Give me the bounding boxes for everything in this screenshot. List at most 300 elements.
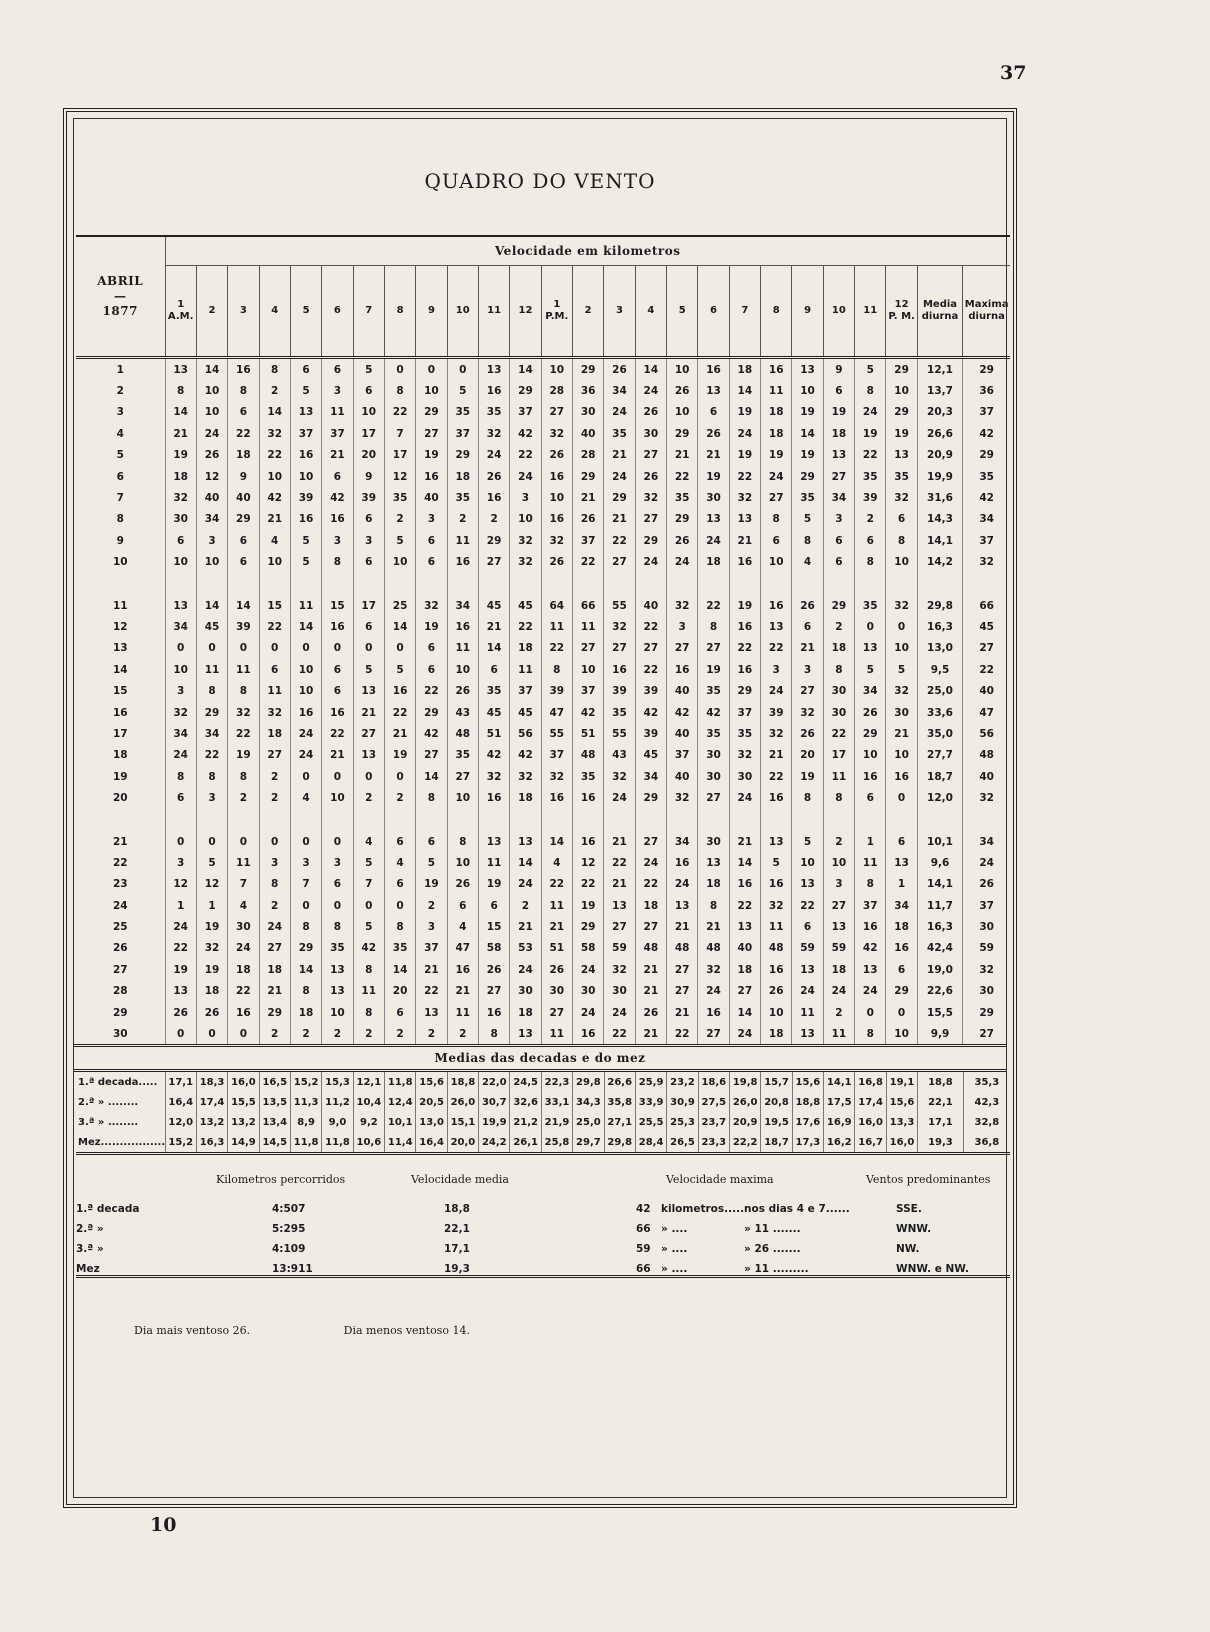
speed-cell: 19 <box>729 595 760 616</box>
speed-cell: 11 <box>353 981 384 1002</box>
speed-cell: 18 <box>165 466 196 487</box>
media-cell: 19,9 <box>917 466 963 487</box>
speed-cell: 5 <box>886 659 917 680</box>
speed-cell: 16 <box>729 659 760 680</box>
day-cell: 13 <box>112 642 128 655</box>
speed-cell: 20 <box>384 981 415 1002</box>
speed-cell: 35 <box>792 487 823 508</box>
speed-cell: 32 <box>886 595 917 616</box>
hour-header: 7 <box>353 266 384 358</box>
speed-cell: 26 <box>792 595 823 616</box>
speed-cell: 3 <box>165 852 196 873</box>
speed-cell: 0 <box>353 766 384 787</box>
speed-cell: 29 <box>635 530 666 551</box>
speed-cell: 27 <box>667 981 698 1002</box>
speed-cell: 19 <box>855 423 886 444</box>
day-cell: 15 <box>112 685 128 698</box>
speed-cell: 37 <box>667 745 698 766</box>
speed-cell: 42 <box>698 702 729 723</box>
average-cell: 17,4 <box>855 1092 886 1112</box>
speed-cell: 1 <box>855 831 886 852</box>
speed-cell: 14 <box>384 959 415 980</box>
speed-cell: 21 <box>886 723 917 744</box>
media-cell: 14,1 <box>917 530 963 551</box>
speed-cell: 26 <box>635 402 666 423</box>
spacer-cell <box>886 573 917 595</box>
speed-cell: 14 <box>416 766 447 787</box>
speed-cell: 11 <box>322 402 353 423</box>
speed-cell: 30 <box>823 702 854 723</box>
speed-cell: 20 <box>792 745 823 766</box>
speed-cell: 16 <box>541 466 572 487</box>
average-cell: 19,9 <box>479 1112 510 1132</box>
speed-cell: 17 <box>823 745 854 766</box>
speed-cell: 48 <box>572 745 603 766</box>
table-row <box>76 895 1010 916</box>
speed-cell: 48 <box>698 938 729 959</box>
maxima-cell: 29 <box>963 1002 1010 1023</box>
speed-cell: 3 <box>416 916 447 937</box>
speed-cell: 8 <box>290 916 321 937</box>
speed-cell: 11 <box>761 916 792 937</box>
speed-cell: 32 <box>196 938 227 959</box>
speed-cell: 8 <box>447 831 478 852</box>
speed-cell: 30 <box>228 916 259 937</box>
speed-cell: 27 <box>478 552 509 573</box>
speed-cell: 19 <box>416 874 447 895</box>
average-cell: 33,9 <box>635 1092 666 1112</box>
speed-cell: 35 <box>478 402 509 423</box>
speed-cell: 32 <box>416 595 447 616</box>
speed-cell: 35 <box>698 680 729 701</box>
speed-cell: 36 <box>572 380 603 401</box>
speed-cell: 3 <box>290 852 321 873</box>
speed-cell: 11 <box>447 530 478 551</box>
speed-cell: 14 <box>792 423 823 444</box>
speed-cell: 10 <box>196 402 227 423</box>
speed-cell: 22 <box>510 445 541 466</box>
speed-cell: 32 <box>729 745 760 766</box>
media-cell: 10,1 <box>917 831 963 852</box>
speed-cell: 5 <box>290 380 321 401</box>
day-cell: 8 <box>116 513 124 526</box>
speed-cell: 10 <box>353 402 384 423</box>
average-cell: 16,2 <box>824 1132 855 1154</box>
maxima-cell: 37 <box>963 402 1010 423</box>
average-cell: 13,3 <box>886 1112 917 1132</box>
speed-cell: 10 <box>792 380 823 401</box>
speed-cell: 10 <box>792 852 823 873</box>
speed-cell: 5 <box>416 852 447 873</box>
spacer-cell <box>353 573 384 595</box>
average-cell: 29,8 <box>604 1132 635 1154</box>
speed-cell: 10 <box>667 358 698 381</box>
media-cell: 14,3 <box>917 509 963 530</box>
spacer-cell <box>478 809 509 831</box>
speed-cell: 29 <box>855 723 886 744</box>
maxima-cell: 32 <box>963 552 1010 573</box>
speed-cell: 29 <box>447 445 478 466</box>
table-row <box>76 1023 1010 1044</box>
speed-cell: 37 <box>322 423 353 444</box>
media-cell: 35,0 <box>917 723 963 744</box>
speed-cell: 48 <box>635 938 666 959</box>
speed-cell: 27 <box>416 423 447 444</box>
speed-cell: 26 <box>447 874 478 895</box>
speed-cell: 24 <box>604 466 635 487</box>
average-cell: 15,3 <box>322 1072 353 1092</box>
speed-cell: 0 <box>322 766 353 787</box>
day-cell: 2 <box>116 385 124 398</box>
speed-cell: 5 <box>384 530 415 551</box>
speed-cell: 0 <box>165 638 196 659</box>
speed-cell: 37 <box>541 745 572 766</box>
speed-cell: 22 <box>384 702 415 723</box>
vmed-value: 19,3 <box>444 1263 470 1275</box>
speed-cell: 17 <box>353 595 384 616</box>
speed-cell: 27 <box>792 680 823 701</box>
speed-cell: 2 <box>259 787 290 808</box>
speed-cell: 26 <box>667 530 698 551</box>
speed-cell: 3 <box>322 852 353 873</box>
speed-cell: 27 <box>541 402 572 423</box>
vmax-value: 42 <box>636 1203 651 1215</box>
average-cell: 15,1 <box>447 1112 478 1132</box>
table-row <box>76 616 1010 637</box>
speed-cell: 21 <box>604 874 635 895</box>
average-label: 3.ª » ........ <box>78 1116 139 1128</box>
speed-cell: 1 <box>886 874 917 895</box>
speed-cell: 30 <box>823 680 854 701</box>
speed-cell: 6 <box>855 787 886 808</box>
speed-cell: 10 <box>290 659 321 680</box>
media-cell: 16,3 <box>917 916 963 937</box>
speed-cell: 13 <box>667 895 698 916</box>
speed-cell: 22 <box>761 638 792 659</box>
speed-cell: 10 <box>886 638 917 659</box>
speed-cell: 4 <box>290 787 321 808</box>
average-cell: 14,5 <box>259 1132 290 1154</box>
speed-cell: 45 <box>196 616 227 637</box>
table-row <box>76 745 1010 766</box>
hour-header: 3 <box>604 266 635 358</box>
average-row <box>76 1132 1010 1154</box>
speed-cell: 6 <box>228 552 259 573</box>
vmax-unit: » .... <box>661 1263 688 1275</box>
speed-cell: 40 <box>667 680 698 701</box>
speed-cell: 29 <box>823 595 854 616</box>
month-header: ABRIL — 1877 <box>76 236 165 358</box>
speed-cell: 0 <box>196 638 227 659</box>
vmax-days: » 11 ......... <box>744 1263 809 1275</box>
speed-cell: 3 <box>322 380 353 401</box>
speed-cell: 8 <box>353 959 384 980</box>
average-cell: 25,8 <box>541 1132 572 1154</box>
vmax-days: nos dias 4 e 7...... <box>744 1203 850 1215</box>
speed-cell: 14 <box>541 831 572 852</box>
average-cell: 28,4 <box>635 1132 666 1154</box>
speed-cell: 21 <box>667 916 698 937</box>
speed-cell: 0 <box>886 616 917 637</box>
speed-cell: 24 <box>667 874 698 895</box>
speed-cell: 16 <box>761 595 792 616</box>
average-cell: 13,5 <box>259 1092 290 1112</box>
day-cell: 17 <box>112 727 128 740</box>
speed-cell: 22 <box>322 723 353 744</box>
average-cell: 18,7 <box>761 1132 792 1154</box>
speed-cell: 6 <box>322 659 353 680</box>
table-row <box>76 1002 1010 1023</box>
speed-cell: 32 <box>604 959 635 980</box>
speed-cell: 11 <box>541 895 572 916</box>
speed-cell: 29 <box>667 509 698 530</box>
speed-cell: 19 <box>196 959 227 980</box>
speed-cell: 0 <box>384 638 415 659</box>
speed-cell: 27 <box>541 1002 572 1023</box>
average-cell: 26,1 <box>510 1132 541 1154</box>
speed-cell: 21 <box>604 509 635 530</box>
day-cell: 28 <box>112 985 128 998</box>
average-media: 18,8 <box>918 1072 964 1092</box>
maxima-cell: 30 <box>963 981 1010 1002</box>
speed-cell: 21 <box>510 916 541 937</box>
spacer-cell <box>572 809 603 831</box>
speed-cell: 12 <box>165 874 196 895</box>
speed-cell: 22 <box>761 766 792 787</box>
speed-cell: 6 <box>384 874 415 895</box>
speed-cell: 6 <box>165 530 196 551</box>
average-label: 1.ª decada..... <box>78 1076 158 1088</box>
maxima-cell: 27 <box>963 638 1010 659</box>
summary-label: 3.ª » <box>76 1243 104 1255</box>
most-windy-note: Dia mais ventoso 26. <box>134 1324 251 1337</box>
spacer-cell <box>322 809 353 831</box>
speed-cell: 20 <box>353 445 384 466</box>
speed-cell: 5 <box>196 852 227 873</box>
table-frame <box>63 108 1017 1508</box>
average-cell: 20,9 <box>730 1112 761 1132</box>
speed-cell: 0 <box>855 1002 886 1023</box>
speed-cell: 15 <box>478 916 509 937</box>
speed-cell: 43 <box>604 745 635 766</box>
speed-cell: 8 <box>196 680 227 701</box>
speed-cell: 22 <box>228 981 259 1002</box>
speed-cell: 8 <box>823 659 854 680</box>
speed-cell: 21 <box>447 981 478 1002</box>
speed-cell: 21 <box>416 959 447 980</box>
speed-cell: 26 <box>478 466 509 487</box>
speed-cell: 19 <box>478 874 509 895</box>
speed-cell: 35 <box>729 723 760 744</box>
speed-cell: 0 <box>228 1023 259 1044</box>
spacer-cell <box>823 809 854 831</box>
speed-cell: 5 <box>792 831 823 852</box>
vmax-unit: » .... <box>661 1223 688 1235</box>
speed-cell: 13 <box>761 831 792 852</box>
speed-cell: 2 <box>510 895 541 916</box>
day-cell: 6 <box>116 470 124 483</box>
speed-cell: 5 <box>761 852 792 873</box>
vmax-unit: kilometros..... <box>661 1203 745 1215</box>
speed-cell: 3 <box>353 530 384 551</box>
speed-cell: 13 <box>353 680 384 701</box>
speed-cell: 26 <box>855 702 886 723</box>
speed-cell: 32 <box>667 787 698 808</box>
speed-cell: 18 <box>761 1023 792 1044</box>
spacer-cell <box>478 573 509 595</box>
speed-cell: 0 <box>322 638 353 659</box>
hour-header: 1 P.M. <box>541 266 572 358</box>
speed-cell: 8 <box>384 380 415 401</box>
day-cell: 20 <box>112 792 128 805</box>
speed-cell: 40 <box>635 595 666 616</box>
speed-cell: 21 <box>761 745 792 766</box>
media-cell: 12,0 <box>917 787 963 808</box>
speed-cell: 32 <box>761 895 792 916</box>
speed-cell: 22 <box>228 423 259 444</box>
speed-cell: 10 <box>855 745 886 766</box>
speed-cell: 18 <box>290 1002 321 1023</box>
speed-cell: 8 <box>228 380 259 401</box>
speed-cell: 5 <box>353 358 384 381</box>
spacer-cell <box>635 809 666 831</box>
speed-cell: 24 <box>572 959 603 980</box>
speed-cell: 18 <box>761 423 792 444</box>
speed-cell: 6 <box>416 530 447 551</box>
speed-cell: 42 <box>259 487 290 508</box>
speed-cell: 3 <box>416 509 447 530</box>
speed-cell: 55 <box>541 723 572 744</box>
speed-cell: 6 <box>259 659 290 680</box>
speed-cell: 22 <box>416 680 447 701</box>
speed-cell: 40 <box>729 938 760 959</box>
speed-cell: 0 <box>886 1002 917 1023</box>
speed-cell: 13 <box>729 509 760 530</box>
speed-cell: 34 <box>447 595 478 616</box>
spacer-cell <box>259 573 290 595</box>
speed-cell: 14 <box>228 595 259 616</box>
average-cell: 29,8 <box>573 1072 604 1092</box>
average-cell: 20,0 <box>447 1132 478 1154</box>
speed-cell: 0 <box>290 831 321 852</box>
speed-cell: 1 <box>165 895 196 916</box>
average-cell: 21,2 <box>510 1112 541 1132</box>
speed-cell: 42 <box>572 702 603 723</box>
average-cell: 23,2 <box>667 1072 698 1092</box>
speed-cell: 26 <box>541 445 572 466</box>
speed-cell: 39 <box>353 487 384 508</box>
speed-cell: 16 <box>855 916 886 937</box>
speed-cell: 27 <box>259 938 290 959</box>
speed-cell: 16 <box>729 874 760 895</box>
vmed-header: Velocidade media <box>411 1173 509 1186</box>
speed-cell: 7 <box>290 874 321 895</box>
media-cell: 13,0 <box>917 638 963 659</box>
speed-cell: 47 <box>541 702 572 723</box>
speed-cell: 10 <box>667 402 698 423</box>
speed-cell: 19 <box>729 445 760 466</box>
speed-cell: 27 <box>667 638 698 659</box>
average-cell: 16,8 <box>855 1072 886 1092</box>
speed-cell: 21 <box>259 509 290 530</box>
speed-cell: 21 <box>729 530 760 551</box>
speed-cell: 27 <box>572 638 603 659</box>
hour-header: 1 A.M. <box>165 266 196 358</box>
media-cell: 12,1 <box>917 358 963 381</box>
average-cell: 15,2 <box>290 1072 321 1092</box>
speed-cell: 14 <box>510 852 541 873</box>
speed-cell: 5 <box>353 916 384 937</box>
speed-cell: 27 <box>635 916 666 937</box>
table-row <box>76 723 1010 744</box>
speed-cell: 24 <box>761 680 792 701</box>
speed-cell: 26 <box>165 1002 196 1023</box>
speed-cell: 0 <box>165 831 196 852</box>
spacer-cell <box>917 573 963 595</box>
speed-cell: 32 <box>886 487 917 508</box>
media-cell: 20,3 <box>917 402 963 423</box>
average-cell: 10,1 <box>385 1112 416 1132</box>
speed-cell: 27 <box>667 959 698 980</box>
speed-cell: 13 <box>478 831 509 852</box>
speed-cell: 11 <box>823 1023 854 1044</box>
speed-cell: 24 <box>510 959 541 980</box>
speed-cell: 4 <box>259 530 290 551</box>
spacer-cell <box>604 573 635 595</box>
speed-cell: 6 <box>416 638 447 659</box>
speed-cell: 11 <box>447 638 478 659</box>
maxima-cell: 42 <box>963 423 1010 444</box>
speed-cell: 10 <box>322 1002 353 1023</box>
average-cell: 22,3 <box>541 1072 572 1092</box>
speed-cell: 21 <box>635 959 666 980</box>
hour-header: 11 <box>855 266 886 358</box>
speed-cell: 32 <box>478 766 509 787</box>
table-row <box>76 423 1010 444</box>
speed-cell: 7 <box>353 874 384 895</box>
speed-cell: 8 <box>322 552 353 573</box>
average-cell: 19,1 <box>886 1072 917 1092</box>
speed-cell: 18 <box>196 981 227 1002</box>
vmed-value: 18,8 <box>444 1203 470 1215</box>
speed-cell: 8 <box>886 530 917 551</box>
speed-cell: 3 <box>761 659 792 680</box>
speed-cell: 32 <box>792 702 823 723</box>
speed-cell: 4 <box>792 552 823 573</box>
speed-cell: 40 <box>196 487 227 508</box>
maxima-cell: 29 <box>963 358 1010 381</box>
speed-cell: 32 <box>604 616 635 637</box>
spacer-cell <box>196 809 227 831</box>
table-row <box>76 680 1010 701</box>
speed-cell: 24 <box>823 981 854 1002</box>
speed-cell: 1 <box>196 895 227 916</box>
speed-cell: 42 <box>635 702 666 723</box>
table-row <box>76 874 1010 895</box>
spacer-cell <box>416 809 447 831</box>
winds-value: WNW. e NW. <box>896 1263 970 1275</box>
table-row <box>76 938 1010 959</box>
spacer-cell <box>963 809 1010 831</box>
table-row <box>76 916 1010 937</box>
hour-header: 2 <box>572 266 603 358</box>
maxima-cell: 26 <box>963 874 1010 895</box>
speed-cell: 30 <box>729 766 760 787</box>
speed-cell: 6 <box>823 530 854 551</box>
spacer-cell <box>761 809 792 831</box>
average-cell: 20,5 <box>416 1092 447 1112</box>
speed-cell: 10 <box>447 852 478 873</box>
